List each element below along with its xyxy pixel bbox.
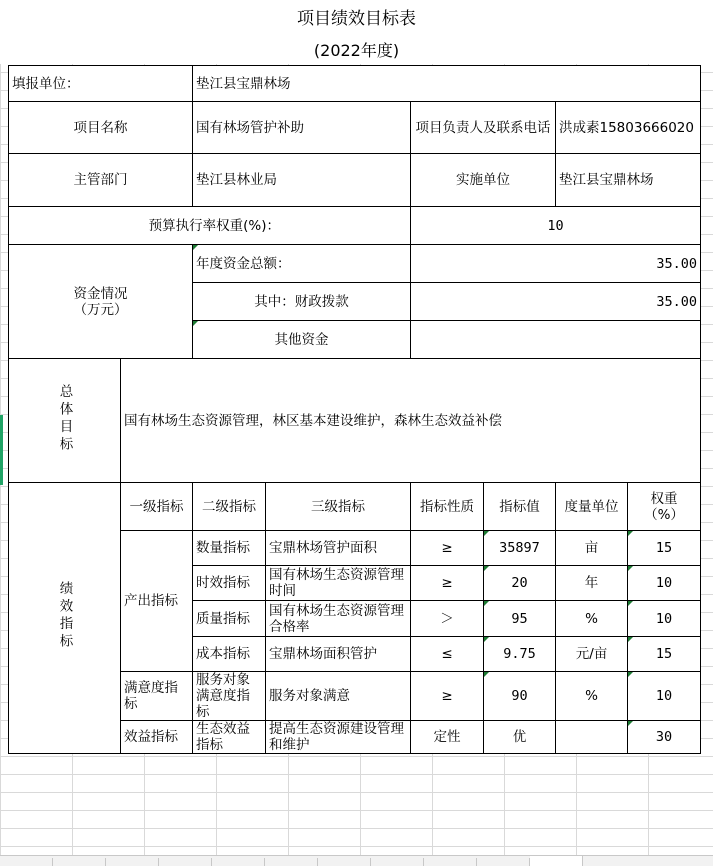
row-l2[interactable]: 生态效益指标 xyxy=(193,721,266,754)
row-l3[interactable]: 服务对象满意 xyxy=(266,672,411,721)
contact-label[interactable]: 项目负责人及联系电话 xyxy=(411,102,556,154)
row-l3[interactable]: 国有林场生态资源管理时间 xyxy=(266,566,411,601)
fund-total-label[interactable]: 年度资金总额： xyxy=(193,245,411,283)
fund-total-value[interactable]: 35.00 xyxy=(411,245,701,283)
header-value[interactable]: 指标值 xyxy=(484,483,556,531)
indicator-label-cell[interactable] xyxy=(9,483,121,754)
row-l2[interactable]: 成本指标 xyxy=(193,637,266,672)
row-weight[interactable]: 10 xyxy=(628,566,701,601)
row-op[interactable]: ≥ xyxy=(411,672,484,721)
dept-label[interactable]: 主管部门 xyxy=(9,154,193,207)
project-name-label[interactable]: 项目名称 xyxy=(9,102,193,154)
row-val[interactable]: 优 xyxy=(484,721,556,754)
dept-value[interactable]: 垫江县林业局 xyxy=(193,154,411,207)
row-weight[interactable]: 30 xyxy=(628,721,701,754)
sheet-title: 项目绩效目标表 xyxy=(0,0,713,36)
row-unit[interactable]: % xyxy=(556,601,628,637)
row-l3[interactable]: 提高生态资源建设管理和维护 xyxy=(266,721,411,754)
goal-label-cell[interactable] xyxy=(9,359,121,483)
row-unit[interactable]: 亩 xyxy=(556,531,628,566)
sheet-tab-bar xyxy=(0,855,713,866)
row-l2[interactable]: 质量指标 xyxy=(193,601,266,637)
row-l3[interactable]: 宝鼎林场面积管护 xyxy=(266,637,411,672)
budget-rate-value[interactable]: 10 xyxy=(411,207,701,245)
row-l1-benefit[interactable]: 效益指标 xyxy=(121,721,193,754)
row-unit[interactable]: 元/亩 xyxy=(556,637,628,672)
row-op[interactable]: 定性 xyxy=(411,721,484,754)
row-unit[interactable] xyxy=(556,721,628,754)
indicator-label: 绩效指标 xyxy=(56,581,73,651)
row-op[interactable]: ≤ xyxy=(411,637,484,672)
row-l1-satisfaction[interactable]: 满意度指标 xyxy=(121,672,193,721)
impl-label[interactable]: 实施单位 xyxy=(411,154,556,207)
row-l1-output[interactable]: 产出指标 xyxy=(121,531,193,672)
row-val[interactable]: 35897 xyxy=(484,531,556,566)
header-l1[interactable]: 一级指标 xyxy=(121,483,193,531)
row-op[interactable]: ≥ xyxy=(411,531,484,566)
fund-fiscal-label[interactable]: 其中：财政拨款 xyxy=(193,283,411,321)
unit-label: 填报单位： xyxy=(12,75,80,92)
unit-label-cell[interactable] xyxy=(9,66,193,102)
header-nature[interactable]: 指标性质 xyxy=(411,483,484,531)
row-l3[interactable]: 国有林场生态资源管理合格率 xyxy=(266,601,411,637)
row-unit[interactable]: % xyxy=(556,672,628,721)
row-val[interactable]: 90 xyxy=(484,672,556,721)
row-val[interactable]: 95 xyxy=(484,601,556,637)
row-val[interactable]: 20 xyxy=(484,566,556,601)
budget-rate-label[interactable]: 预算执行率权重(%)： xyxy=(9,207,411,245)
selection-indicator xyxy=(0,415,3,485)
fund-fiscal-value[interactable]: 35.00 xyxy=(411,283,701,321)
row-l2[interactable]: 时效指标 xyxy=(193,566,266,601)
goal-label: 总体目标 xyxy=(56,383,73,454)
project-name-value[interactable]: 国有林场管护补助 xyxy=(193,102,411,154)
row-unit[interactable]: 年 xyxy=(556,566,628,601)
row-l2[interactable]: 数量指标 xyxy=(193,531,266,566)
fund-other-value[interactable] xyxy=(411,321,701,359)
fund-label[interactable]: 资金情况 （万元） xyxy=(9,245,193,359)
row-weight[interactable]: 15 xyxy=(628,531,701,566)
header-l3[interactable]: 三级指标 xyxy=(266,483,411,531)
row-l3[interactable]: 宝鼎林场管护面积 xyxy=(266,531,411,566)
contact-value[interactable]: 洪成素15803666020 xyxy=(556,102,701,154)
row-op[interactable]: ≥ xyxy=(411,566,484,601)
header-l2[interactable]: 二级指标 xyxy=(193,483,266,531)
performance-table xyxy=(8,65,701,754)
header-unit[interactable]: 度量单位 xyxy=(556,483,628,531)
goal-text[interactable]: 国有林场生态资源管理，林区基本建设维护，森林生态效益补偿 xyxy=(121,359,701,483)
row-l2[interactable]: 服务对象满意度指标 xyxy=(193,672,266,721)
row-weight[interactable]: 10 xyxy=(628,672,701,721)
row-val[interactable]: 9.75 xyxy=(484,637,556,672)
row-weight[interactable]: 15 xyxy=(628,637,701,672)
row-weight[interactable]: 10 xyxy=(628,601,701,637)
header-weight[interactable]: 权重（%） xyxy=(628,483,701,531)
fund-other-label[interactable]: 其他资金 xyxy=(193,321,411,359)
impl-value[interactable]: 垫江县宝鼎林场 xyxy=(556,154,701,207)
sheet-subtitle: (2022年度) xyxy=(0,36,713,64)
row-op[interactable]: ＞ xyxy=(411,601,484,637)
unit-value-cell[interactable]: 垫江县宝鼎林场 xyxy=(193,66,701,102)
